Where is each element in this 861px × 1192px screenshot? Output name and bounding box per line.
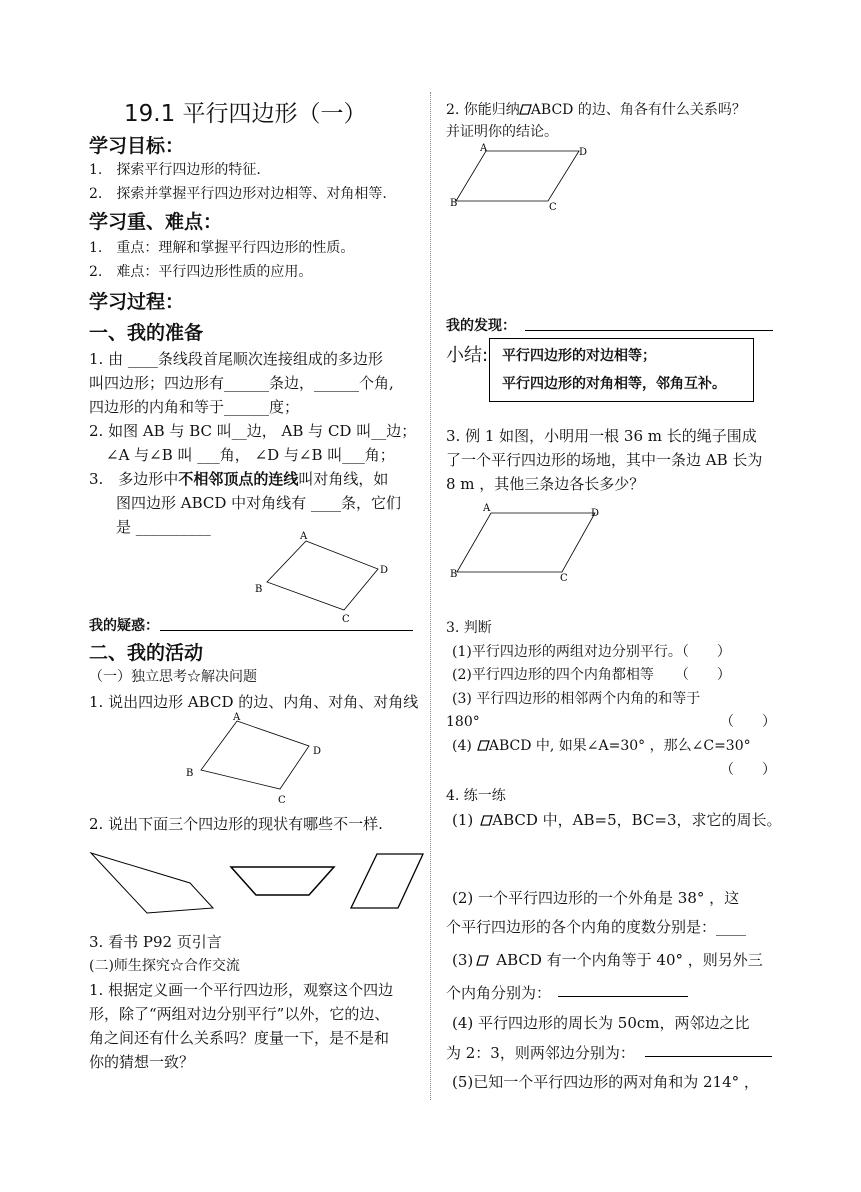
sub-heading-1: （一）独立思考☆解决问题: [89, 669, 257, 685]
discovery-underline: [525, 330, 773, 331]
fig3-label-c: C: [549, 202, 557, 213]
column-divider: [430, 92, 431, 1100]
activity-item: 2. 说出下面三个四边形的现状有哪些不一样.: [89, 815, 383, 833]
judge-blank: （ ）: [720, 762, 776, 778]
fig4-label-c: C: [560, 573, 568, 584]
activity-item: 1. 说出四边形 ABCD 的边、内角、对角、对角线: [89, 693, 419, 711]
judge-item: (3) 平行四边形的相邻两个内角的和等于: [452, 691, 701, 707]
quadrilateral-figure-2: [180, 710, 330, 808]
parallelogram-symbol-icon: [520, 104, 531, 115]
prep-emphasis: 不相邻顶点的连线: [178, 470, 299, 488]
example-line: 了一个平行四边形的场地，其中一条边 AB 长为: [446, 451, 763, 469]
goals-heading: 学习目标：: [89, 135, 185, 157]
goal-item: 2. 探索并掌握平行四边形对边相等、对角相等.: [89, 186, 387, 202]
sub-heading-2: (二)师生探究☆合作交流: [89, 958, 240, 974]
doubt-underline: [160, 630, 413, 631]
keys-heading: 学习重、难点：: [89, 211, 223, 233]
prep-heading: 一、我的准备: [89, 322, 204, 344]
explore-line: 角之间还有什么关系吗？度量一下，是不是和: [89, 1029, 390, 1047]
practice-heading: 4. 练一练: [446, 788, 506, 804]
judge-item-4: [452, 735, 751, 757]
prep-text: 3. 多边形中: [89, 470, 179, 488]
key-item: 2. 难点：平行四边形性质的应用。: [89, 264, 313, 280]
fig1-label-c: C: [342, 614, 350, 625]
doubt-label: 我的疑惑：: [89, 618, 159, 634]
summary-line: 平行四边形的对角相等，邻角互补。: [502, 376, 726, 392]
practice-item-1: [452, 808, 782, 832]
parallelogram-figure-1: [448, 140, 598, 215]
judge-num: (4): [452, 738, 472, 754]
fig1-label-d: D: [380, 565, 389, 576]
practice-text: ABCD 有一个内角等于 40° ，则另外三: [496, 951, 763, 969]
practice-text: ABCD 中，AB=5，BC=3，求它的周长。: [492, 811, 782, 829]
practice-num: (1): [452, 811, 474, 829]
fig2-label-d: D: [313, 746, 322, 757]
summary-line: 平行四边形的对边相等；: [502, 348, 656, 364]
key-item: 1. 重点：理解和掌握平行四边形的性质。: [89, 240, 355, 256]
fig4-label-d: D: [591, 508, 600, 519]
practice-line: (4) 平行四边形的周长为 50cm，两邻边之比: [452, 1014, 750, 1032]
three-quadrilaterals-figure: [88, 848, 428, 918]
quadrilateral-figure-1: [250, 530, 400, 625]
fig1-label-b: B: [255, 584, 263, 595]
explore-line: 你的猜想一致？: [89, 1053, 195, 1071]
parallelogram-symbol-icon: [481, 815, 492, 826]
fig3-label-d: D: [579, 147, 588, 158]
judge-item: (1)平行四边形的两组对边分别平行。（ ）: [452, 644, 731, 660]
fig2-label-a: A: [233, 712, 241, 723]
discovery-label: 我的发现：: [446, 318, 516, 334]
practice-line: 为 2：3，则两邻边分别为：: [446, 1044, 635, 1062]
prep-line: 图四边形 ABCD 中对角线有 ____条，它们: [116, 494, 401, 512]
example-line: 3. 例 1 如图，小明用一根 36 m 长的绳子围成: [446, 427, 757, 445]
judge-item: 180°: [446, 714, 480, 730]
activity-heading: 二、我的活动: [89, 642, 204, 664]
answer-underline: [645, 1056, 772, 1057]
prep-line: 叫四边形；四边形有______条边，______个角,: [89, 374, 394, 392]
parallelogram-symbol-icon: [478, 740, 489, 751]
prep-line: 四边形的内角和等于______度；: [89, 398, 300, 416]
prep-line: 2. 如图 AB 与 BC 叫__边， AB 与 CD 叫__边；: [89, 422, 417, 440]
explore-line: 1. 根据定义画一个平行四边形，观察这个四边: [89, 981, 394, 999]
practice-line: (2) 一个平行四边形的一个外角是 38° ，这: [452, 889, 740, 907]
parallelogram-figure-2: [448, 495, 608, 585]
judge-blank: （ ）: [720, 714, 776, 730]
fig4-label-b: B: [450, 569, 458, 580]
question-2-line: 并证明你的结论。: [446, 124, 558, 140]
fig3-label-a: A: [480, 143, 488, 154]
prep-line-3: [89, 467, 388, 491]
practice-item-3: [452, 948, 763, 972]
example-line: 8 m ，其他三条边各长多少？: [446, 475, 645, 493]
judge-item: (2)平行四边形的四个内角都相等 （ ）: [452, 667, 731, 683]
prep-line: ∠A 与∠B 叫 ___角， ∠D 与∠B 叫___角；: [106, 446, 395, 464]
page-title: 19.1 平行四边形（一）: [124, 101, 367, 127]
q2-text: 2. 你能归纳: [446, 102, 520, 118]
fig3-label-b: B: [450, 198, 458, 209]
fig4-label-a: A: [483, 503, 491, 514]
question-2-line: [446, 99, 746, 121]
activity-item: 3. 看书 P92 页引言: [89, 933, 222, 951]
goal-item: 1. 探索平行四边形的特征.: [89, 162, 261, 178]
fig1-label-a: A: [300, 531, 308, 542]
fig2-label-b: B: [186, 768, 194, 779]
prep-text: 叫对角线，如: [298, 470, 389, 488]
process-heading: 学习过程：: [89, 291, 185, 313]
explore-line: 形，除了“两组对边分别平行”以外，它的边、: [89, 1005, 390, 1023]
practice-line: 个内角分别为：: [446, 984, 552, 1002]
practice-num: (3): [452, 951, 474, 969]
fig2-label-c: C: [278, 795, 286, 806]
judge-heading: 3. 判断: [446, 620, 492, 636]
prep-line: 是 __________: [116, 518, 211, 536]
summary-label: 小结:: [446, 345, 489, 366]
prep-line: 1. 由 ____条线段首尾顺次连接组成的多边形: [89, 350, 383, 368]
q2-text: ABCD 的边、角各有什么关系吗？: [530, 102, 746, 118]
summary-box: [489, 338, 754, 402]
practice-line: 个平行四边形的各个内角的度数分别是：____: [446, 918, 747, 936]
judge-text: ABCD 中, 如果∠A=30° ，那么∠C=30°: [488, 738, 751, 754]
answer-underline: [558, 996, 688, 997]
practice-line: (5)已知一个平行四边形的两对角和为 214° ，: [452, 1073, 759, 1091]
parallelogram-symbol-icon: [477, 955, 488, 966]
